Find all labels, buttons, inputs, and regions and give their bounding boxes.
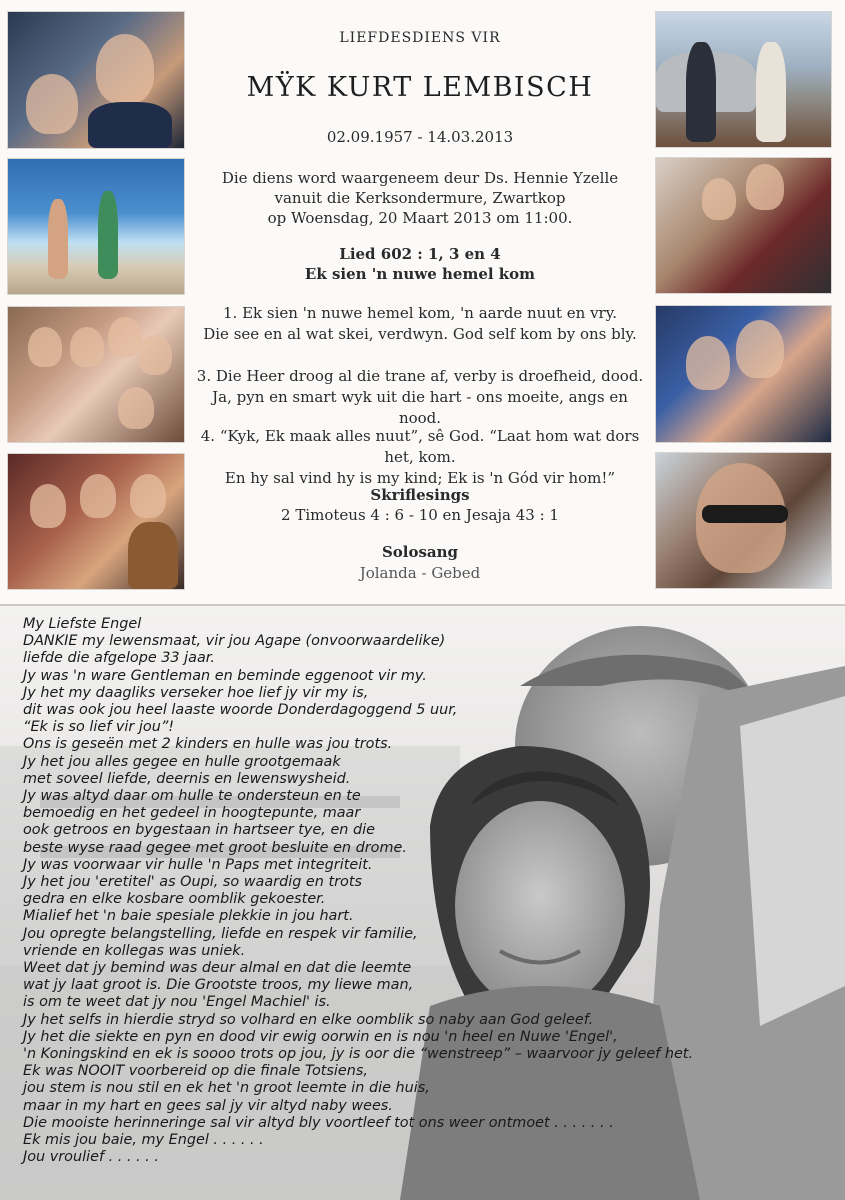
letter-line: Mialief het 'n baie spesiale plekkie in jou hart. (23, 908, 354, 925)
letter-line: Jy het jou 'eretitel' as Oupi, so waardig en trots (23, 874, 362, 891)
letter-line: beste wyse raad gegee met groot besluite en drome. (23, 839, 407, 856)
tribute-letter (23, 616, 823, 1167)
letter-line: met soveel liefde, deernis en lewenswysheid. (23, 770, 351, 787)
hymn-title: Ek sien 'n nuwe hemel kom (304, 265, 536, 283)
letter-line: dit was ook jou heel laaste woorde Donderdagoggend 5 uur, (23, 702, 458, 719)
service-details (190, 168, 650, 228)
letter-line: Jou opregte belangstelling, liefde en respek vir familie, (23, 925, 418, 942)
photo-couple (655, 157, 832, 294)
letter-line: wat jy laat groot is. Die Grootste troos, my liewe man, (23, 977, 414, 994)
deceased-name: MŸK KURT LEMBISCH (246, 72, 594, 103)
letter-line: 'n Koningskind en ek is soooo trots op jou, jy is oor die “wenstreep” – waarvoor jy geleef het. (23, 1046, 694, 1063)
service-line: op Woensdag, 20 Maart 2013 om 11:00. (267, 209, 573, 227)
letter-line: Jy het my daagliks verseker hoe lief jy vir my is, (23, 684, 369, 701)
letter-line: Jy het die siekte en pyn en dood vir ewig oorwin en is nou 'n heel en Nuwe 'Engel', (23, 1028, 618, 1045)
letter-line: bemoedig en het gedeel in hoogtepunte, maar (23, 805, 361, 822)
verse-line: Ja, pyn en smart wyk uit die hart - ons moeite, angs en nood. (212, 388, 628, 427)
service-line: Die diens word waargeneem deur Ds. Hennie Yzelle (221, 169, 619, 187)
letter-line: Ek was NOOIT voorbereid op die finale Totsiens, (23, 1063, 368, 1080)
photo-pilot-headset (655, 452, 832, 589)
heading: LIEFDESDIENS VIR (339, 30, 501, 46)
verse (190, 426, 650, 489)
verse (190, 303, 650, 345)
letter-line: Jy was altyd daar om hulle te ondersteun en te (23, 788, 361, 805)
letter-line: Ons is geseën met 2 kinders en hulle was jou trots. (23, 736, 393, 753)
letter-line: Jou vroulief . . . . . . (23, 1149, 159, 1166)
letter-line: DANKIE my lewensmaat, vir jou Agape (onvoorwaardelike) (23, 633, 446, 650)
letter-line: gedra en elke kosbare oomblik gekoester. (23, 891, 326, 908)
scripture-title: Skriflesings (370, 486, 470, 504)
letter-line: “Ek is so lief vir jou”! (23, 719, 175, 736)
letter-line: vriende en kollegas was uniek. (23, 942, 246, 959)
service-line: vanuit die Kerksondermure, Zwartkop (274, 189, 566, 207)
letter-line: liefde die afgelope 33 jaar. (23, 650, 215, 667)
photo-family-group (7, 306, 185, 443)
photo-three-people (7, 453, 185, 590)
letter-line: Jy het selfs in hierdie stryd so volhard en elke oomblik so naby aan God geleef. (23, 1011, 594, 1028)
letter-line: Die mooiste herinneringe sal vir altyd bly voortleef tot ons weer ontmoet . . . . . . . (23, 1114, 614, 1131)
letter-line: Ek mis jou baie, my Engel . . . . . . (23, 1132, 264, 1149)
verse-line: Die see en al wat skei, verdwyn. God self kom by ons bly. (203, 325, 637, 343)
verse-line: 4. “Kyk, Ek maak alles nuut”, sê God. “Laat hom wat dors het, kom. (200, 427, 640, 466)
scripture-text: 2 Timoteus 4 : 6 - 10 en Jesaja 43 : 1 (281, 506, 559, 524)
letter-line: Weet dat jy bemind was deur almal en dat die leemte (23, 960, 412, 977)
letter-line: maar in my hart en gees sal jy vir altyd naby wees. (23, 1097, 393, 1114)
verse (190, 366, 650, 429)
letter-line: jou stem is nou stil en ek het 'n groot leemte in die huis, (23, 1080, 430, 1097)
verse-line: En hy sal vind hy is my kind; Ek is 'n Gód vir hom!” (224, 469, 616, 487)
photo-men-with-car (655, 11, 832, 148)
solo-text: Jolanda - Gebed (359, 564, 481, 582)
life-dates: 02.09.1957 - 14.03.2013 (326, 128, 514, 146)
verse-line: 3. Die Heer droog al die trane af, verby is droefheid, dood. (196, 367, 644, 385)
letter-line: ook getroos en bygestaan in hartseer tye, en die (23, 822, 375, 839)
solo-title: Solosang (381, 543, 459, 561)
letter-panel (0, 606, 845, 1200)
verse-line: 1. Ek sien 'n nuwe hemel kom, 'n aarde nuut en vry. (223, 304, 617, 322)
letter-line: Jy het jou alles gegee en hulle grootgemaak (23, 753, 341, 770)
letter-line: Jy was voorwaar vir hulle 'n Paps met integriteit. (23, 856, 373, 873)
letter-line: My Liefste Engel (23, 616, 142, 632)
letter-line: Jy was 'n ware Gentleman en beminde eggenoot vir my. (23, 667, 427, 684)
photo-beach (7, 158, 185, 295)
photo-couple-smiling (655, 305, 832, 443)
photo-two-men (7, 11, 185, 149)
hymn-number: Lied 602 : 1, 3 en 4 (339, 245, 501, 263)
letter-line: is om te weet dat jy nou 'Engel Machiel' is. (23, 994, 331, 1011)
